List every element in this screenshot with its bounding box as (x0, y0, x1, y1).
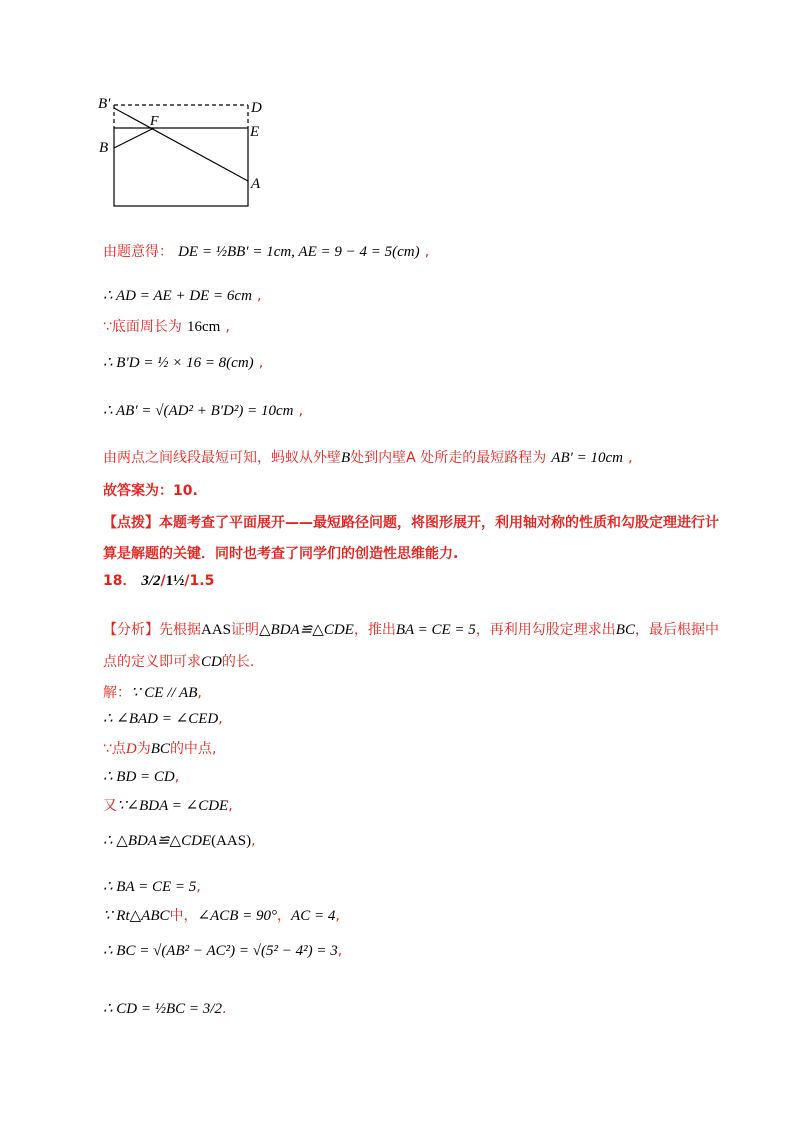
solution-step-8: ∵ Rt△ABC中，∠ACB = 90°，AC = 4, (103, 908, 340, 924)
analysis-line-2: 点的定义即可求CD的长. (103, 654, 255, 670)
solution-step-1: 解：∵ CE // AB, (103, 685, 202, 701)
line-ad: ∴ AD = AE + DE = 6cm , (103, 288, 262, 304)
segment-b-prime-a (114, 108, 248, 181)
label-d: D (251, 100, 262, 116)
geometry-figure (0, 0, 800, 220)
solution-step-6: ∴ △BDA≌△CDE(AAS), (103, 833, 256, 849)
line-b-prime-d: ∴ B′D = ½ × 16 = 8(cm) , (103, 355, 264, 371)
solution-step-7: ∴ BA = CE = 5, (103, 879, 201, 895)
equation-ad: ∴ AD = AE + DE = 6cm (103, 288, 252, 304)
answer-line: 故答案为：10. (103, 483, 198, 499)
solution-step-9: ∴ BC = √(AB² − AC²) = √(5² − 4²) = 3, (103, 943, 343, 959)
line-de-ae: 由题意得： DE = ½BB′ = 1cm, AE = 9 − 4 = 5(cm) , (103, 244, 430, 260)
equation-b-prime-d: ∴ B′D = ½ × 16 = 8(cm) (103, 355, 254, 371)
tip-line-2: 算是解题的关键．同时也考查了同学们的创造性思维能力. (103, 546, 459, 562)
solution-step-10: ∴ CD = ½BC = 3/2. (103, 1001, 227, 1017)
analysis-line-1: 【分析】先根据AAS证明△BDA≌△CDE，推出BA = CE = 5，再利用勾股定理求出BC，最后根据中 (103, 622, 719, 638)
tip-line-1: 【点拨】本题考查了平面展开——最短路径问题，将图形展开，利用轴对称的性质和勾股定理进行计 (103, 515, 719, 531)
equation-ab-prime: ∴ AB′ = √(AD² + B′D²) = 10cm (103, 403, 294, 419)
equation-de-ae: DE = ½BB′ = 1cm, AE = 9 − 4 = 5(cm) (178, 244, 420, 260)
line-perimeter: ∵底面周长为 16cm , (103, 319, 230, 335)
label-e: E (250, 124, 260, 140)
question-18-answer: 18． 3/2/1½/1.5 (103, 573, 215, 589)
solution-step-5: 又∵∠BDA = ∠CDE, (103, 798, 233, 814)
solution-step-2: ∴ ∠BAD = ∠CED, (103, 711, 223, 727)
line-shortest-path: 由两点之间线段最短可知，蚂蚁从外壁B处到内壁A 处所走的最短路程为 AB′ = 10cm , (103, 450, 633, 466)
label-b: B (99, 140, 109, 156)
label-f: F (150, 114, 159, 129)
segment-b-f (114, 128, 154, 148)
figure-rectangle (114, 128, 248, 206)
solution-step-3: ∵点D为BC的中点, (103, 741, 217, 757)
solution-step-4: ∴ BD = CD, (103, 769, 180, 785)
label-b-prime: B′ (98, 96, 111, 112)
line-ab-prime: ∴ AB′ = √(AD² + B′D²) = 10cm , (103, 403, 304, 419)
label-a: A (251, 176, 261, 192)
